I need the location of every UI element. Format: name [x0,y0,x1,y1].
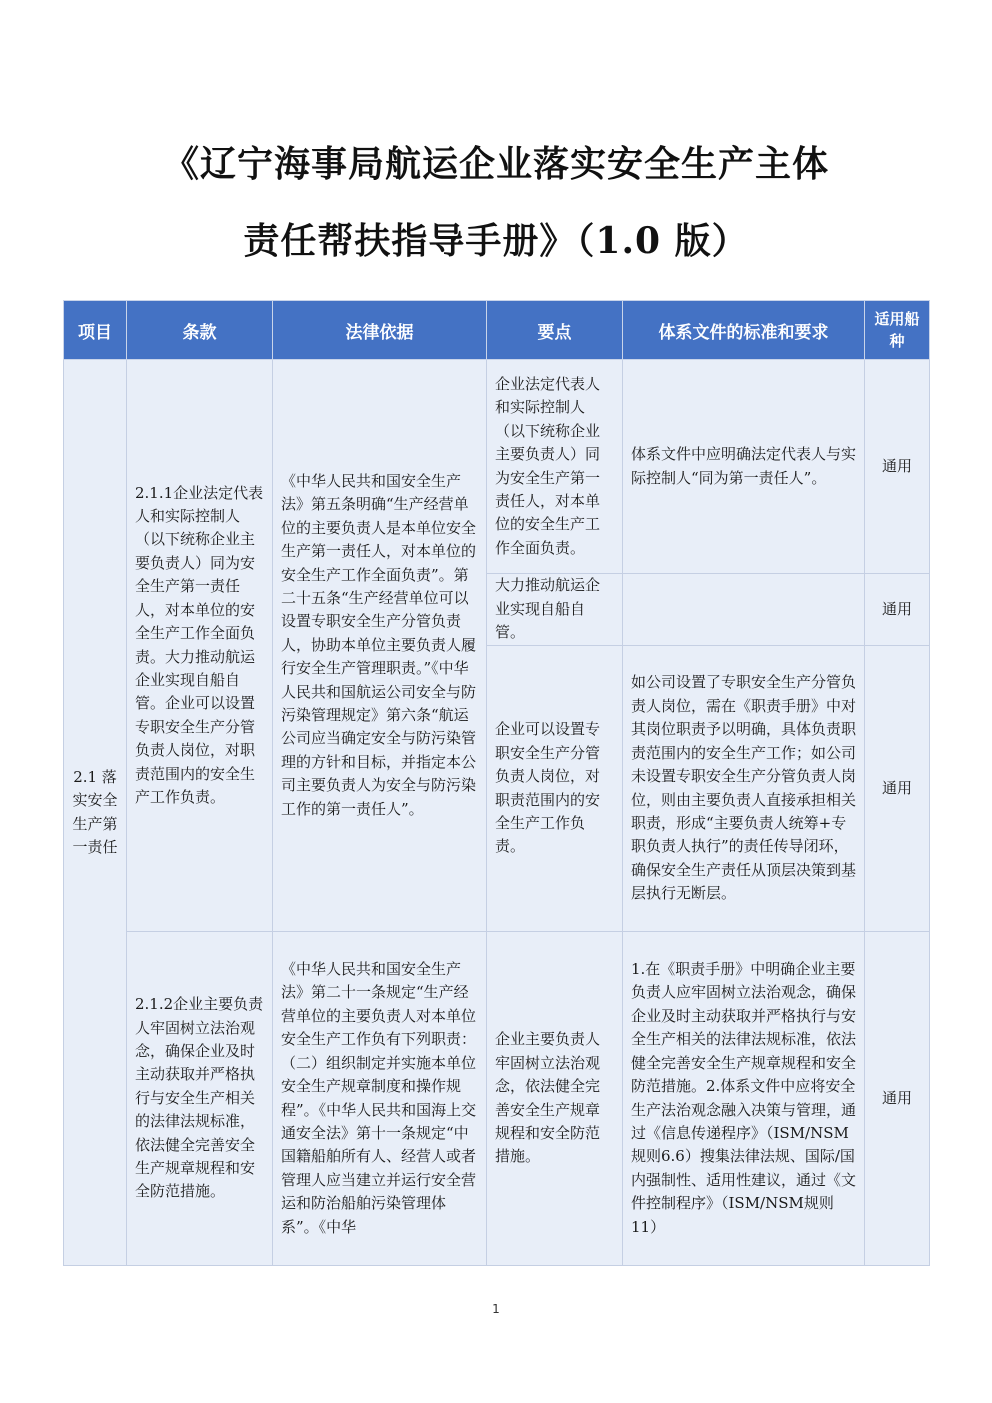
header-applicable-ship: 适用船种 [865,301,930,360]
table-row [64,360,930,574]
project-cell: 2.1 落实安全生产第一责任 [64,360,127,1266]
standard-cell: 体系文件中应明确法定代表人与实际控制人“同为第一责任人”。 [623,360,865,574]
table-row [64,932,930,1266]
document-title-line2: 责任帮扶指导手册》（1.0 版） [243,220,749,262]
standard-cell [623,574,865,646]
legal-basis-cell: 《中华人民共和国安全生产法》第二十一条规定“生产经营单位的主要负责人对本单位安全生产工作负有下列职责：（二）组织制定并实施本单位安全生产规章制度和操作规程”。《中华人民共和国海上交通安全法》第十一条规定“中国籍船舶所有人、经营人或者管理人应当建立并运行安全营运和防治船舶污染管理体系”。《中华 [273,932,487,1266]
ship-type-cell: 通用 [865,646,930,932]
key-point-cell: 企业可以设置专职安全生产分管负责人岗位，对职责范围内的安全生产工作负责。 [487,646,623,932]
ship-type-cell: 通用 [865,932,930,1266]
ship-type-cell: 通用 [865,574,930,646]
responsibility-table [63,300,930,1266]
ship-type-cell: 通用 [865,360,930,574]
header-clause: 条款 [127,301,273,360]
legal-basis-cell: 《中华人民共和国安全生产法》第五条明确“生产经营单位的主要负责人是本单位安全生产第一责任人，对本单位的安全生产工作全面负责”。第二十五条“生产经营单位可以设置专职安全生产分管负责人，协助本单位主要负责人履行安全生产管理职责。”《中华人民共和国航运公司安全与防污染管理规定》第六条“航运公司应当确定安全与防污染管理的方针和目标，并指定本公司主要负责人为安全与防污染工作的第一责任人”。 [273,360,487,932]
key-point-cell: 企业主要负责人牢固树立法治观念，依法健全完善安全生产规章规程和安全防范措施。 [487,932,623,1266]
key-point-cell: 企业法定代表人和实际控制人（以下统称企业主要负责人）同为安全生产第一责任人，对本单位的安全生产工作全面负责。 [487,360,623,574]
header-legal-basis: 法律依据 [273,301,487,360]
clause-cell: 2.1.2企业主要负责人牢固树立法治观念，确保企业及时主动获取并严格执行与安全生产相关的法律法规标准，依法健全完善安全生产规章规程和安全防范措施。 [127,932,273,1266]
header-key-points: 要点 [487,301,623,360]
page-number: 1 [492,1302,500,1316]
header-project: 项目 [64,301,127,360]
key-point-cell: 大力推动航运企业实现自船自管。 [487,574,623,646]
document-title-line1: 《辽宁海事局航运企业落实安全生产主体 [162,143,829,185]
standard-cell: 1.在《职责手册》中明确企业主要负责人应牢固树立法治观念，确保企业及时主动获取并严格执行与安全生产相关的法律法规标准，依法健全完善安全生产规章规程和安全防范措施。2.体系文件中应将安全生产法治观念融入决策与管理，通过《信息传递程序》（ISM/NSM规则6.6）搜集法律法规、国际/国内强制性、适用性建议，通过《文件控制程序》（ISM/NSM规则11） [623,932,865,1266]
table-header-row [64,301,930,360]
standard-cell: 如公司设置了专职安全生产分管负责人岗位，需在《职责手册》中对其岗位职责予以明确，具体负责职责范围内的安全生产工作；如公司未设置专职安全生产分管负责人岗位，则由主要负责人直接承担相关职责，形成“主要负责人统筹+专职负责人执行”的责任传导闭环，确保安全生产责任从顶层决策到基层执行无断层。 [623,646,865,932]
header-system-standard: 体系文件的标准和要求 [623,301,865,360]
clause-cell: 2.1.1企业法定代表人和实际控制人（以下统称企业主要负责人）同为安全生产第一责任人，对本单位的安全生产工作全面负责。大力推动航运企业实现自船自管。企业可以设置专职安全生产分管负责人岗位，对职责范围内的安全生产工作负责。 [127,360,273,932]
